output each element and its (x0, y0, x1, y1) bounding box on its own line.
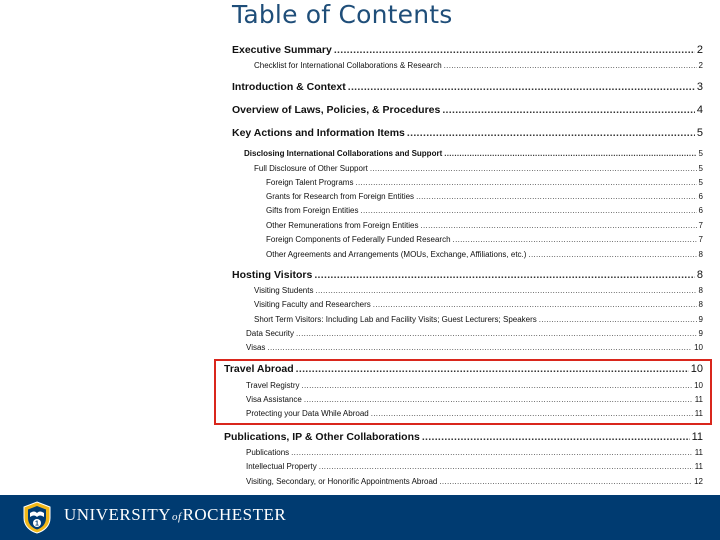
toc-entry-label: Gifts from Foreign Entities (266, 206, 359, 215)
toc-leader-dots (453, 235, 697, 244)
toc-entry-page: 12 (694, 477, 703, 486)
toc-entry-page: 2 (696, 44, 703, 56)
toc-entry-page: 7 (698, 235, 703, 244)
toc-entry-label: Travel Registry (246, 381, 300, 390)
toc-entry-page: 7 (698, 221, 703, 230)
toc-entry-page: 5 (698, 164, 703, 173)
toc-leader-dots (422, 431, 690, 443)
toc-entry-label: Foreign Talent Programs (266, 178, 354, 187)
toc-entry-page: 10 (690, 363, 703, 375)
toc-entry-label: Travel Abroad (224, 363, 294, 375)
toc-leader-dots (439, 477, 692, 486)
toc-entry-label: Disclosing International Collaborations and Support (244, 149, 443, 158)
toc-entry (232, 269, 703, 281)
toc-entry-label: Executive Summary (232, 44, 332, 56)
toc-entry (224, 431, 703, 443)
toc-entry-label: Foreign Components of Federally Funded Research (266, 235, 451, 244)
toc-entry-page: 11 (694, 448, 703, 457)
toc-entry (246, 329, 703, 338)
toc-entry (254, 315, 703, 324)
toc-leader-dots (360, 206, 696, 215)
toc-entry-label: Visas (246, 343, 266, 352)
toc-leader-dots (442, 104, 695, 116)
toc-entry-label: Data Security (246, 329, 295, 338)
toc-leader-dots (267, 343, 692, 352)
toc-entry (266, 206, 703, 215)
toc-leader-dots (319, 462, 693, 471)
toc-entry-page: 2 (698, 61, 703, 70)
toc-entry-label: Checklist for International Collaborations & Research (254, 61, 442, 70)
toc-entry-page: 8 (696, 269, 703, 281)
svg-text:1: 1 (35, 520, 39, 528)
toc-entry-page: 10 (694, 381, 703, 390)
toc-leader-dots (444, 149, 696, 158)
toc-entry (232, 81, 703, 93)
university-wordmark (64, 505, 286, 525)
toc-entry-page: 10 (694, 343, 703, 352)
wordmark-university: UNIVERSITY (64, 505, 171, 524)
toc-entry-label: Full Disclosure of Other Support (254, 164, 368, 173)
toc-leader-dots (539, 315, 697, 324)
toc-leader-dots (416, 192, 696, 201)
toc-entry-label: Visa Assistance (246, 395, 302, 404)
toc-entry (266, 235, 703, 244)
toc-entry (266, 221, 703, 230)
toc-entry-label: Visiting, Secondary, or Honorific Appointments Abroad (246, 477, 438, 486)
toc-entry-label: Other Remunerations from Foreign Entities (266, 221, 419, 230)
toc-entry-page: 4 (696, 104, 703, 116)
toc-entry-page: 6 (698, 192, 703, 201)
toc-entry-label: Overview of Laws, Policies, & Procedures (232, 104, 441, 116)
toc-entry-page: 5 (698, 149, 703, 158)
toc-leader-dots (355, 178, 696, 187)
toc-entry-page: 11 (694, 462, 703, 471)
toc-entry-label: Other Agreements and Arrangements (MOUs, Exchange, Affiliations, etc.) (266, 250, 527, 259)
toc-entry-page: 9 (698, 329, 703, 338)
wordmark-rochester: ROCHESTER (182, 505, 287, 524)
toc-entry (266, 192, 703, 201)
toc-entry (266, 178, 703, 187)
toc-entry-page: 8 (698, 300, 703, 309)
travel-abroad-highlight (214, 359, 712, 425)
toc-entry-page: 6 (698, 206, 703, 215)
toc-leader-dots (314, 269, 695, 281)
toc-entry (254, 286, 703, 295)
toc-entry-label: Visiting Faculty and Researchers (254, 300, 371, 309)
toc-leader-dots (370, 164, 697, 173)
toc-entry (246, 343, 703, 352)
toc-entry-page: 11 (691, 431, 703, 443)
toc-leader-dots (315, 286, 696, 295)
toc-leader-dots (334, 44, 695, 56)
toc-entry (232, 127, 703, 139)
toc-entry-label: Visiting Students (254, 286, 314, 295)
wordmark-of: of (172, 511, 182, 523)
toc-entry-label: Publications (246, 448, 290, 457)
toc-leader-dots (421, 221, 697, 230)
toc-entry-label: Grants for Research from Foreign Entities (266, 192, 415, 201)
toc-entry-label: Protecting your Data While Abroad (246, 409, 369, 418)
toc-leader-dots (291, 448, 693, 457)
slide-title: Table of Contents (232, 0, 453, 29)
toc-entry (254, 61, 703, 70)
toc-entry-label: Short Term Visitors: Including Lab and Facility Visits; Guest Lecturers; Speakers (254, 315, 537, 324)
toc-leader-dots (407, 127, 695, 139)
toc-entry (232, 104, 703, 116)
toc-entry-page: 8 (698, 250, 703, 259)
toc-entry-page: 11 (694, 395, 703, 404)
toc-entry-page: 5 (696, 127, 703, 139)
toc-leader-dots (373, 300, 697, 309)
toc-leader-dots (348, 81, 695, 93)
toc-entry (254, 300, 703, 309)
toc-entry (246, 462, 703, 471)
toc-entry-label: Intellectual Property (246, 462, 317, 471)
toc-entry-page: 3 (696, 81, 703, 93)
toc-entry-label: Hosting Visitors (232, 269, 313, 281)
toc-entry-page: 11 (694, 409, 703, 418)
toc-entry (254, 164, 703, 173)
toc-leader-dots (528, 250, 696, 259)
toc-entry-label: Key Actions and Information Items (232, 127, 405, 139)
toc-entry (246, 448, 703, 457)
university-crest-icon (20, 500, 54, 534)
toc-entry (244, 149, 703, 158)
toc-entry (246, 477, 703, 486)
toc-entry-page: 9 (698, 315, 703, 324)
toc-entry-page: 5 (698, 178, 703, 187)
toc-entry-page: 8 (698, 286, 703, 295)
toc-entry (232, 44, 703, 56)
toc-leader-dots (444, 61, 697, 70)
toc-entry (266, 250, 703, 259)
toc-entry-label: Introduction & Context (232, 81, 346, 93)
toc-leader-dots (296, 329, 697, 338)
toc-entry-label: Publications, IP & Other Collaborations (224, 431, 420, 443)
